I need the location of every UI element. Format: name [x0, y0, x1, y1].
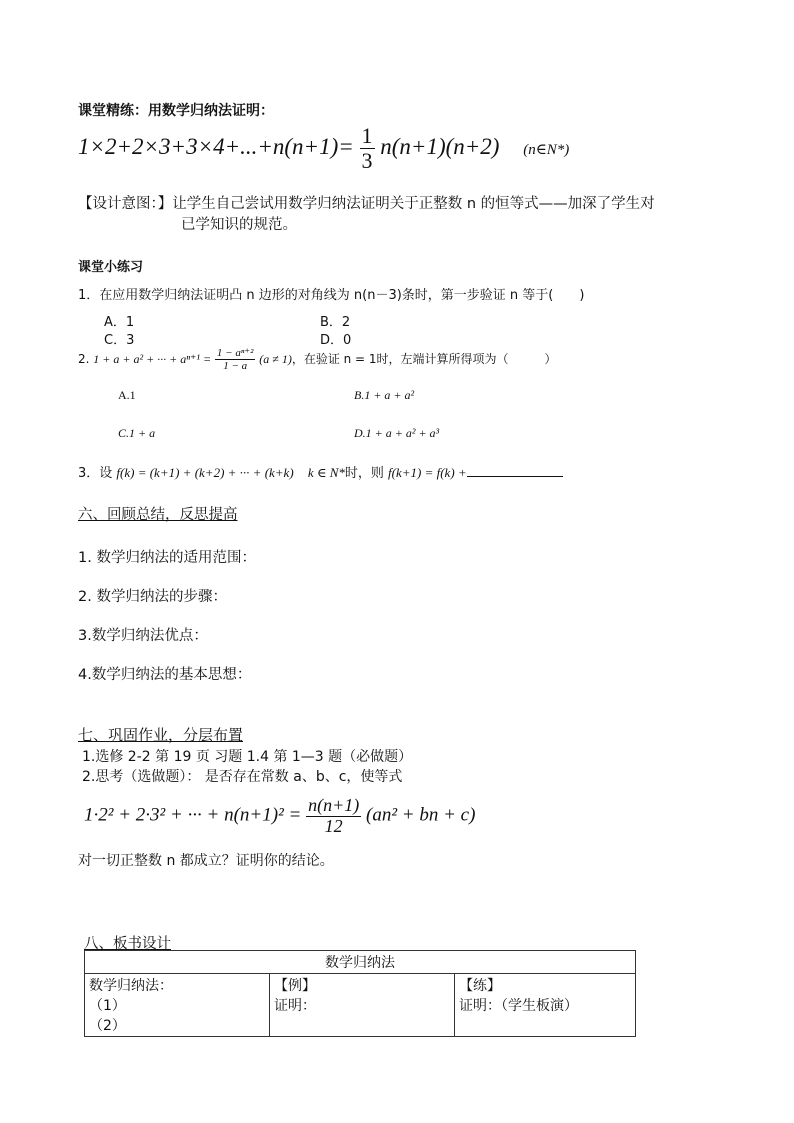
board-col-practice: [455, 974, 636, 1037]
q3-text: [78, 462, 563, 481]
design-intent-label: 【设计意图：】: [78, 196, 173, 212]
q3-prefix: 3．设: [78, 466, 117, 481]
section7-eq-lhs: 1·2² + 2·3² + ··· + n(n+1)² =: [84, 804, 302, 826]
practice-rhs: n(n+1)(n+2): [380, 133, 500, 159]
q1-option-b: B．2: [320, 315, 351, 330]
section6-item-3: 3.数学归纳法优点：: [78, 628, 208, 644]
practice-frac-den: 3: [361, 148, 373, 174]
section7-eq-num: n(n+1): [308, 795, 360, 815]
q1-option-a: A．1: [104, 315, 135, 330]
board-col3-line2: 证明：（学生板演）: [459, 998, 578, 1014]
practice-heading: 课堂精练：用数学归纳法证明：: [78, 103, 274, 119]
q2-prefix: 2.: [78, 352, 90, 367]
board-col1-line1: 数学归纳法：: [89, 978, 173, 994]
q2-frac-num: 1 − aⁿ⁺²: [216, 347, 254, 359]
board-col1-line2: （1）: [89, 998, 126, 1014]
section6-item-2: 2. 数学归纳法的步骤：: [78, 589, 227, 605]
board-col-induction: [85, 974, 270, 1037]
board-design-table: [84, 950, 636, 1037]
q2-option-a: A.1: [118, 388, 136, 402]
q2-option-b: B.1 + a + a²: [354, 388, 415, 402]
section6-item-1: 1. 数学归纳法的适用范围：: [78, 550, 256, 566]
board-col2-line1: 【例】: [274, 978, 316, 994]
section7-eq-rhs: (an² + bn + c): [366, 804, 476, 826]
q2-option-d: D.1 + a + a² + a³: [354, 426, 440, 440]
board-col2-line2: 证明：: [274, 998, 316, 1014]
q1-option-c: C．3: [104, 333, 135, 348]
practice-frac-num: 1: [361, 123, 373, 148]
q2-option-c: C.1 + a: [118, 426, 156, 440]
q2-fraction: [215, 347, 256, 372]
board-col1-line3: （2）: [89, 1018, 126, 1034]
q2-lhs: 1 + a + a² + ··· + aⁿ⁺¹ =: [93, 352, 212, 367]
q1-text: 1．在应用数学归纳法证明凸 n 边形的对角线为 n(n－3)条时，第一步验证 n 等于( ): [78, 288, 585, 303]
q3-answer-blank[interactable]: [467, 464, 563, 477]
board-table-title: 数学归纳法: [85, 951, 636, 974]
q1-option-d: D．0: [320, 333, 352, 348]
practice-fraction: [360, 124, 375, 173]
design-intent-text1: 让学生自己尝试用数学归纳法证明关于正整数 n 的恒等式——加深了学生对: [172, 196, 655, 212]
practice-equation: [78, 124, 569, 173]
section7-eq-den: 12: [324, 815, 343, 836]
design-intent-line1: [78, 192, 655, 213]
practice-condition: (n∈N*): [523, 141, 570, 158]
design-intent-line2: 已学知识的规范。: [181, 217, 297, 233]
section8-heading: 八、板书设计: [84, 936, 171, 952]
section7-conclusion: 对一切正整数 n 都成立？证明你的结论。: [78, 853, 334, 869]
section6-heading: 六、回顾总结，反思提高: [78, 507, 238, 523]
board-col3-line1: 【练】: [459, 978, 501, 994]
board-col-example: [270, 974, 455, 1037]
q3-expr: f(k) = (k+1) + (k+2) + ··· + (k+k): [116, 465, 294, 480]
q2-frac-den: 1 − a: [223, 360, 248, 373]
q3-condition: k ∈ N*: [307, 465, 345, 480]
section7-heading: 七、巩固作业，分层布置: [78, 726, 244, 744]
section7-item-1: 1.选修 2-2 第 19 页 习题 1.4 第 1—3 题（必做题）: [82, 749, 413, 765]
section7-item-2: 2.思考（选做题）： 是否存在常数 a、b、c，使等式: [82, 769, 403, 785]
section6-item-4: 4.数学归纳法的基本思想：: [78, 667, 252, 683]
exercises-heading: 课堂小练习: [78, 260, 144, 275]
q2-text: [78, 347, 557, 372]
q3-mid: 时，则: [344, 466, 389, 481]
q2-condition: (a ≠ 1): [259, 352, 292, 367]
practice-lhs: 1×2+2×3+3×4+...+n(n+1)=: [78, 133, 354, 159]
section7-equation: [84, 796, 475, 837]
q2-suffix: ，在验证 n = 1时，左端计算所得项为（ ）: [291, 352, 557, 367]
section7-eq-fraction: [306, 796, 361, 837]
q3-relation: f(k+1) = f(k) +: [388, 465, 467, 480]
